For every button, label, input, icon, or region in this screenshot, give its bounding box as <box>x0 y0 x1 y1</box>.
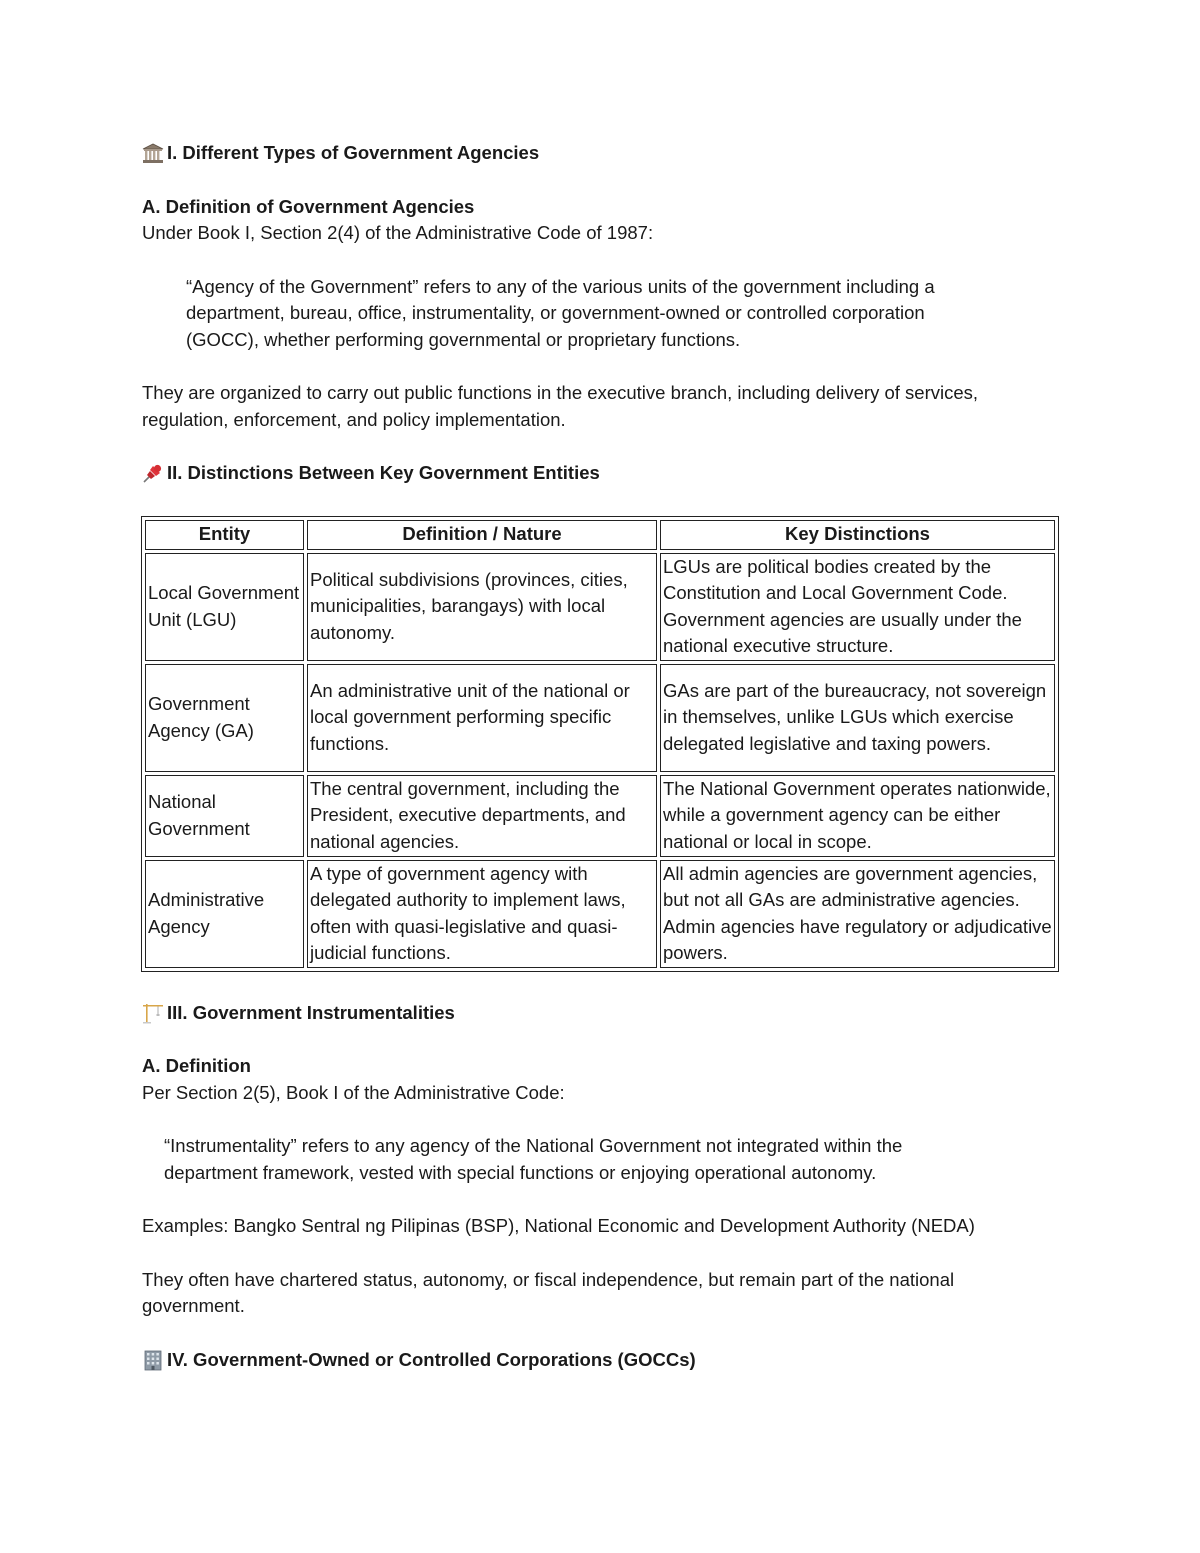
classical-building-icon <box>142 142 164 164</box>
distinction-cell: LGUs are political bodies created by the Constitution and Local Government Code. Government agencies are usually under the national executive structure. <box>660 553 1055 661</box>
section-1a-heading: A. Definition of Government Agencies <box>142 195 475 217</box>
document-page <box>142 140 1060 1373</box>
distinction-cell: The National Government operates nationwide, while a government agency can be either national or local in scope. <box>660 775 1055 857</box>
section-3-examples: Examples: Bangko Sentral ng Pilipinas (BSP), National Economic and Development Authority (NEDA) <box>142 1215 975 1236</box>
section-1-paragraph <box>142 380 1060 433</box>
section-3a-heading: A. Definition <box>142 1055 251 1076</box>
section-3-quote <box>164 1133 1060 1186</box>
column-header: Definition / Nature <box>307 520 657 550</box>
table-header-row <box>145 520 1055 550</box>
section-4-heading <box>142 1347 1060 1374</box>
entity-cell: Administrative Agency <box>145 860 304 968</box>
pushpin-icon <box>142 462 164 484</box>
definition-cell: A type of government agency with delegated authority to implement laws, often with quasi-legislative and quasi-judicial functions. <box>307 860 657 968</box>
distinction-cell: GAs are part of the bureaucracy, not sovereign in themselves, unlike LGUs which exercise delegated legislative and taxing powers. <box>660 664 1055 772</box>
section-3-intro: Per Section 2(5), Book I of the Administrative Code: <box>142 1081 565 1103</box>
definition-cell: Political subdivisions (provinces, cities, municipalities, barangays) with local autonomy. <box>307 553 657 661</box>
section-2-title: II. Distinctions Between Key Government Entities <box>167 462 600 483</box>
section-4-title: IV. Government-Owned or Controlled Corporations (GOCCs) <box>167 1348 696 1370</box>
table-row <box>145 664 1055 772</box>
section-3-paragraph <box>142 1267 1060 1320</box>
paragraph-line: They are organized to carry out public functions in the executive branch, including delivery of services, <box>142 382 979 403</box>
column-header: Key Distinctions <box>660 520 1055 550</box>
section-3-title: III. Government Instrumentalities <box>167 1001 455 1023</box>
entity-cell: National Government <box>145 775 304 857</box>
paragraph-line: regulation, enforcement, and policy implementation. <box>142 408 566 430</box>
table-row <box>145 775 1055 857</box>
column-header: Entity <box>145 520 304 550</box>
distinctions-table <box>141 516 1059 972</box>
quote-line: department, bureau, office, instrumentality, or government-owned or controlled corporation <box>186 302 925 323</box>
section-1-intro: Under Book I, Section 2(4) of the Administrative Code of 1987: <box>142 222 654 243</box>
definition-cell: An administrative unit of the national or local government performing specific functions. <box>307 664 657 772</box>
distinction-cell: All admin agencies are government agencies, but not all GAs are administrative agencies. Admin agencies have regulatory or adjudicative powers. <box>660 860 1055 968</box>
section-2-heading <box>142 460 1060 487</box>
table-row <box>145 860 1055 968</box>
paragraph-line: government. <box>142 1295 245 1316</box>
office-building-icon <box>142 1349 164 1371</box>
construction-crane-icon <box>142 1002 164 1024</box>
quote-line: “Instrumentality” refers to any agency of the National Government not integrated within the <box>164 1135 903 1156</box>
section-1-quote <box>186 274 1060 354</box>
quote-line: “Agency of the Government” refers to any of the various units of the government including a <box>186 275 935 297</box>
entity-cell: Government Agency (GA) <box>145 664 304 772</box>
quote-line: (GOCC), whether performing governmental or proprietary functions. <box>186 328 741 350</box>
quote-line: department framework, vested with special functions or enjoying operational autonomy. <box>164 1161 877 1183</box>
table-row <box>145 553 1055 661</box>
section-3-heading <box>142 1000 1060 1027</box>
section-1-title: I. Different Types of Government Agencies <box>167 142 540 163</box>
entity-cell: Local Government Unit (LGU) <box>145 553 304 661</box>
paragraph-line: They often have chartered status, autonomy, or fiscal independence, but remain part of the national <box>142 1268 955 1290</box>
definition-cell: The central government, including the President, executive departments, and national agencies. <box>307 775 657 857</box>
section-1-heading <box>142 140 1060 167</box>
